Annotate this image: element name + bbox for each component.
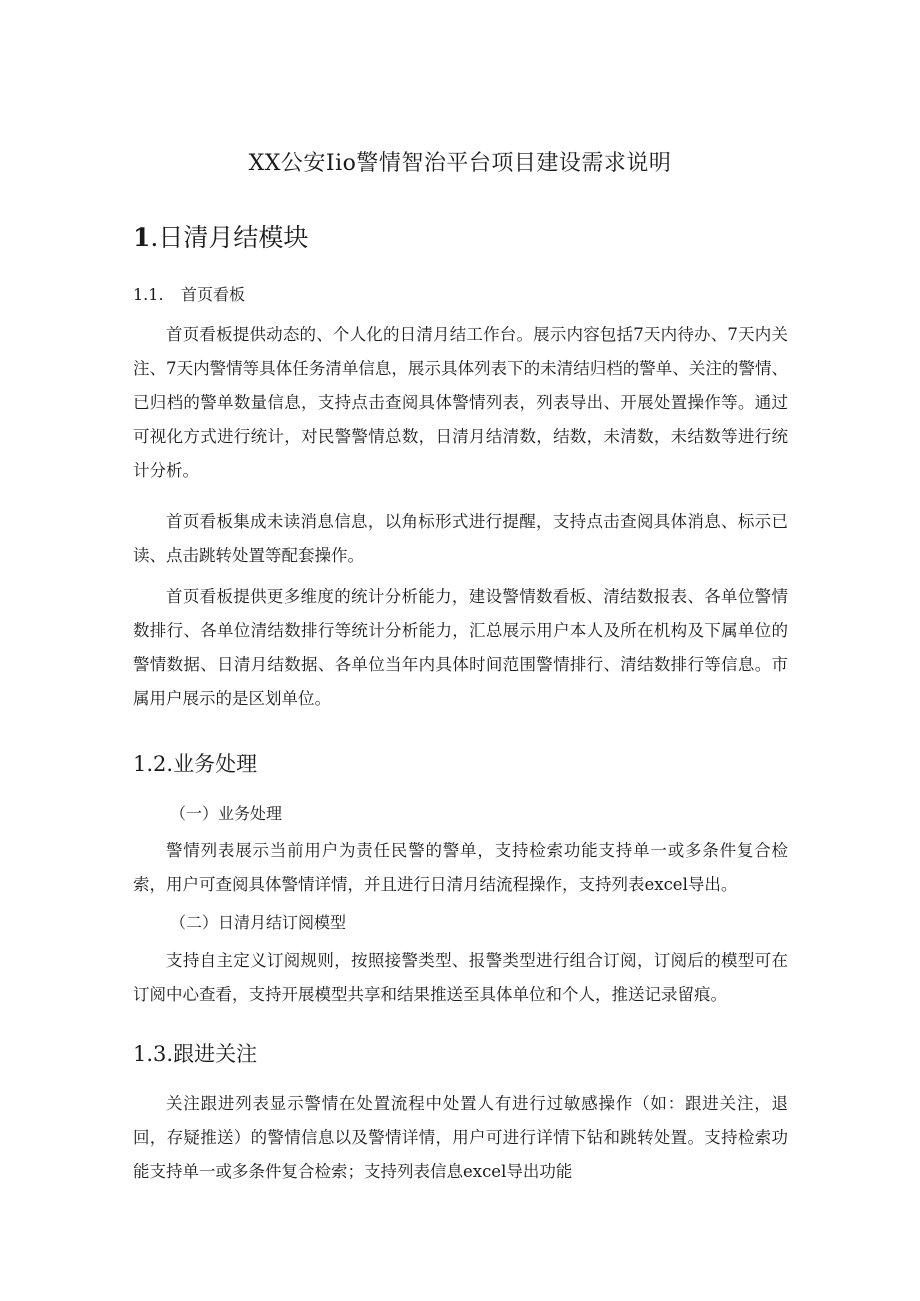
section-1-2-heading: 1.2.业务处理 bbox=[133, 752, 258, 776]
section-1-heading bbox=[133, 218, 308, 254]
paragraph-dashboard-overview: 首页看板提供动态的、个人化的日清月结工作台。展示内容包括7天内待办、7天内关注、7天内警情等具体任务清单信息，展示具体列表下的未清结归档的警单、关注的警情、已归档的警单数量信息，支持点击查阅具体警情列表，列表导出、开展处置操作等。通过可视化方式进行统计，对民警警情总数，日清月结清数，结数，未清数，未结数等进行统计分析。 bbox=[133, 325, 788, 480]
section-1-1-heading bbox=[133, 282, 245, 305]
section-1-title: .日清月结模块 bbox=[150, 223, 309, 252]
section-1-number: 1 bbox=[133, 223, 151, 252]
section-1-3-heading: 1.3.跟进关注 bbox=[133, 1042, 258, 1066]
paragraph-subscription-rules: 支持自主定义订阅规则，按照接警类型、报警类型进行组合订阅，订阅后的模型可在订阅中心查看，支持开展模型共享和结果推送至具体单位和个人，推送记录留痕。 bbox=[133, 951, 788, 1004]
section-1-1-number: 1.1. bbox=[133, 285, 164, 304]
paragraph-follow-up: 关注跟进列表显示警情在处置流程中处置人有进行过敏感操作（如：跟进关注，退回，存疑推送）的警情信息以及警情详情，用户可进行详情下钻和跳转处置。支持检索功能支持单一或多条件复合检索；支持列表信息excel导出功能 bbox=[133, 1094, 788, 1181]
paragraph-statistics: 首页看板提供更多维度的统计分析能力，建设警情数看板、清结数报表、各单位警情数排行、各单位清结数排行等统计分析能力，汇总展示用户本人及所在机构及下属单位的警情数据、日清月结数据、各单位当年内具体时间范围警情排行、清结数排行等信息。市属用户展示的是区划单位。 bbox=[133, 587, 788, 708]
subsection-subscription-model: （二）日清月结订阅模型 bbox=[170, 913, 347, 932]
document-title: XX公安Iio警情智治平台项目建设需求说明 bbox=[248, 151, 672, 176]
subsection-business-processing: （一）业务处理 bbox=[170, 804, 283, 823]
section-1-1-title: 首页看板 bbox=[181, 285, 246, 304]
paragraph-alert-list: 警情列表展示当前用户为责任民警的警单，支持检索功能支持单一或多条件复合检索，用户可查阅具体警情详情，并且进行日清月结流程操作，支持列表excel导出。 bbox=[133, 841, 788, 894]
paragraph-unread-messages: 首页看板集成未读消息信息，以角标形式进行提醒，支持点击查阅具体消息、标示已读、点击跳转处置等配套操作。 bbox=[133, 512, 788, 565]
